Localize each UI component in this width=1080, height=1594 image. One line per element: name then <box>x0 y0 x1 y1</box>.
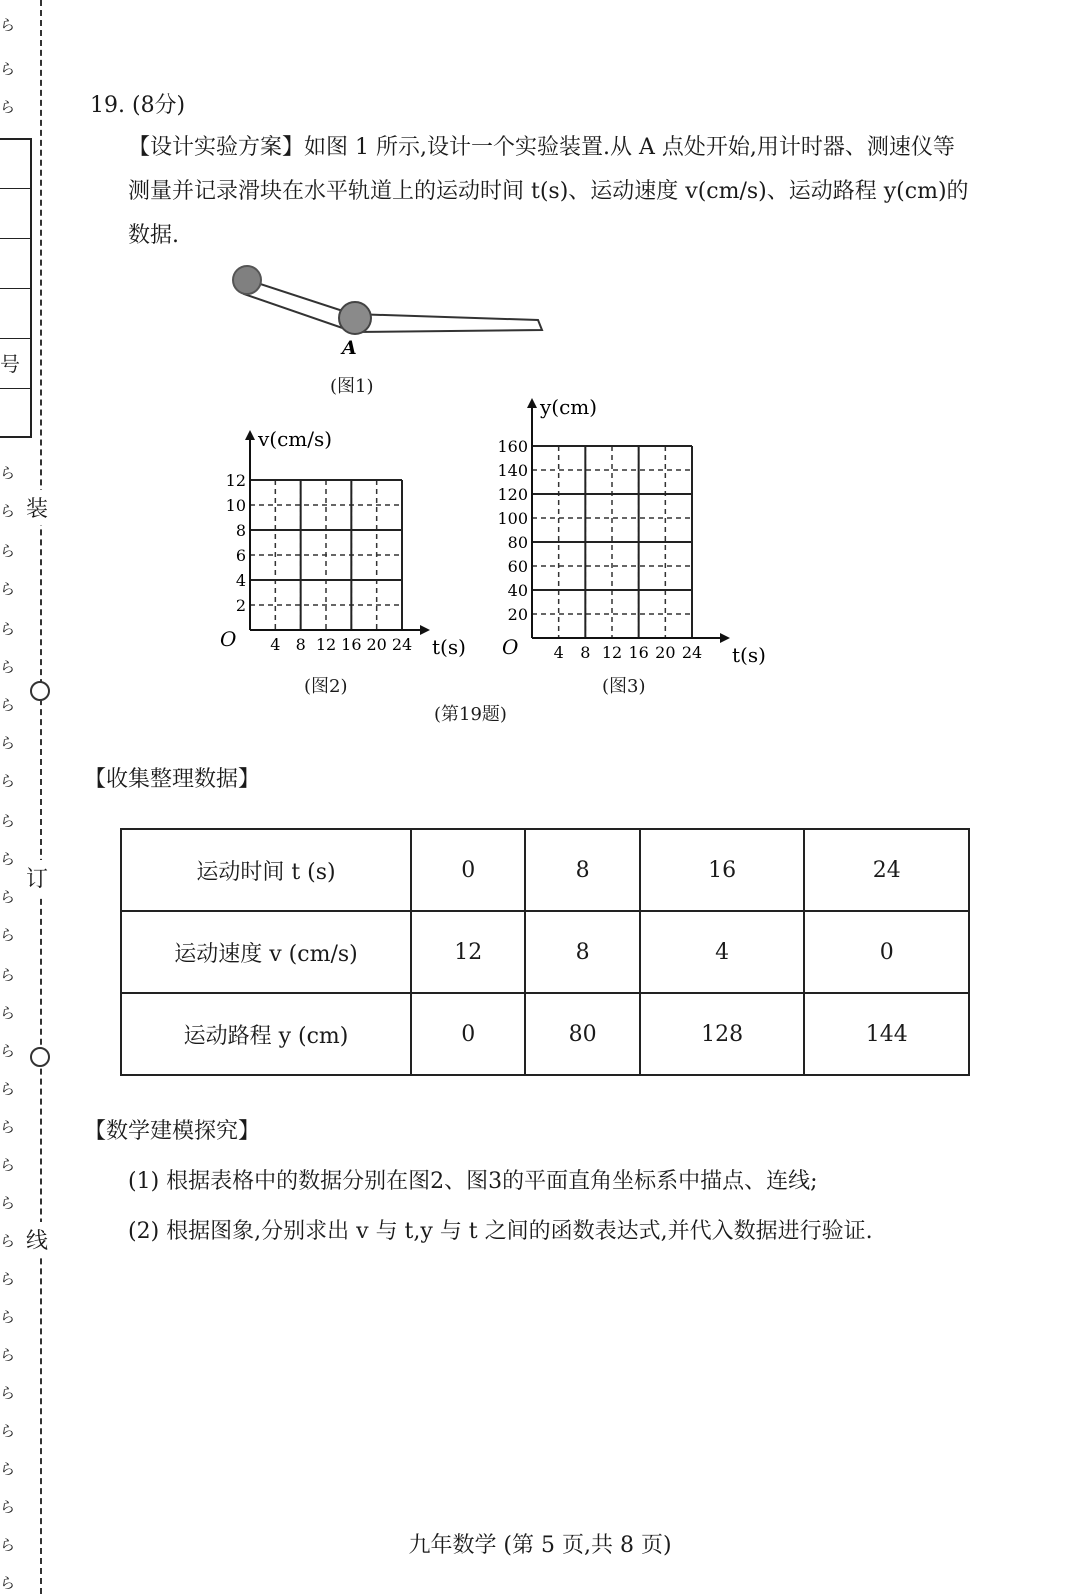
table-row <box>121 911 969 993</box>
margin-mark-icon: ら <box>0 1004 16 1022</box>
margin-mark-icon: ら <box>0 1118 16 1136</box>
task-1: (1) 根据表格中的数据分别在图2、图3的平面直角坐标系中描点、连线; <box>128 1169 818 1194</box>
margin-mark-icon: ら <box>0 60 16 78</box>
table-cell: 0 <box>411 829 525 911</box>
chart3-x-tick-label: 8 <box>580 643 591 662</box>
design-text-3: 数据. <box>128 223 179 248</box>
chart2-y-tick-label: 4 <box>235 571 246 590</box>
figure3-caption: (图3) <box>602 676 646 697</box>
chart2-x-tick-label: 4 <box>270 635 281 654</box>
row-header: 运动速度 v (cm/s) <box>121 911 411 993</box>
design-text-2: 测量并记录滑块在水平轨道上的运动时间 t(s)、运动速度 v(cm/s)、运动路程 y(cm)的 <box>128 179 969 204</box>
design-title: 【设计实验方案】 <box>128 135 305 160</box>
chart3-origin: O <box>502 635 519 659</box>
table-cell: 128 <box>640 993 805 1075</box>
figure2-caption: (图2) <box>304 676 348 697</box>
table-cell: 0 <box>804 911 969 993</box>
chart2-origin: O <box>220 627 237 651</box>
table-cell: 144 <box>804 993 969 1075</box>
figure1-apparatus <box>220 258 560 368</box>
table-cell: 80 <box>525 993 639 1075</box>
margin-mark-icon: ら <box>0 542 16 560</box>
chart2-x-tick-label: 24 <box>391 635 413 654</box>
margin-mark-icon: ら <box>0 1194 16 1212</box>
table-cell: 0 <box>411 993 525 1075</box>
margin-mark-icon: ら <box>0 1270 16 1288</box>
binding-hole-icon <box>30 1047 50 1067</box>
chart2-y-tick-label: 2 <box>235 596 246 615</box>
margin-mark-icon: ら <box>0 1156 16 1174</box>
binding-hole-icon <box>30 681 50 701</box>
chart2-y-tick-label: 10 <box>225 496 246 515</box>
figure3-chart <box>490 395 766 672</box>
chart3-x-tick-label: 24 <box>681 643 703 662</box>
binding-margin <box>0 0 49 1594</box>
chart2-y-arrow-icon <box>245 430 255 440</box>
table-cell: 8 <box>525 911 639 993</box>
figure-group-caption: (第19题) <box>434 704 507 725</box>
margin-mark-icon: ら <box>0 620 16 638</box>
table-cell: 8 <box>525 829 639 911</box>
margin-mark-icon: ら <box>0 850 16 868</box>
chart2-x-label: t(s) <box>432 635 466 659</box>
margin-mark-icon: ら <box>0 98 16 116</box>
chart3-x-tick-label: 12 <box>601 643 623 662</box>
collect-title: 【收集整理数据】 <box>84 767 261 792</box>
seal-char-xian: 线 <box>26 1222 48 1257</box>
seal-char-zhuang: 装 <box>26 490 48 525</box>
margin-mark-icon: ら <box>0 1308 16 1326</box>
margin-mark-icon: ら <box>0 1384 16 1402</box>
chart3-x-label: t(s) <box>732 643 766 667</box>
figure1-caption: (图1) <box>330 376 374 397</box>
slider-ball-icon <box>339 302 371 334</box>
margin-mark-icon: ら <box>0 658 16 676</box>
chart3-y-arrow-icon <box>527 398 537 408</box>
table-row <box>121 829 969 911</box>
chart3-y-tick-label: 120 <box>497 485 528 504</box>
margin-mark-icon: ら <box>0 1346 16 1364</box>
seal-char-ding: 订 <box>26 860 48 895</box>
chart2-x-tick-label: 16 <box>341 635 362 654</box>
chart3-x-tick-label: 16 <box>628 643 649 662</box>
margin-mark-icon: ら <box>0 1498 16 1516</box>
chart3-y-tick-label: 140 <box>497 461 528 480</box>
margin-mark-icon: ら <box>0 1536 16 1554</box>
table-row <box>121 993 969 1075</box>
question-number: 19. (8分) <box>90 93 186 118</box>
chart3-y-tick-label: 20 <box>507 605 528 624</box>
chart3-y-tick-label: 160 <box>497 437 528 456</box>
chart3-y-tick-label: 60 <box>507 557 528 576</box>
row-header: 运动时间 t (s) <box>121 829 411 911</box>
margin-mark-icon: ら <box>0 772 16 790</box>
chart3-y-label: y(cm) <box>540 395 598 419</box>
margin-mark-icon: ら <box>0 1042 16 1060</box>
chart2-y-label: v(cm/s) <box>258 427 333 451</box>
chart2-y-tick-label: 6 <box>235 546 246 565</box>
exam-number-label: 号 <box>0 352 20 376</box>
table-cell: 12 <box>411 911 525 993</box>
margin-mark-icon: ら <box>0 1574 16 1592</box>
table-cell: 4 <box>640 911 805 993</box>
margin-mark-icon: ら <box>0 1232 16 1250</box>
margin-mark-icon: ら <box>0 812 16 830</box>
design-line-1 <box>128 126 1028 170</box>
chart3-y-tick-label: 80 <box>507 533 528 552</box>
point-a-label: A <box>342 337 357 359</box>
margin-mark-icon: ら <box>0 16 16 34</box>
margin-mark-icon: ら <box>0 1460 16 1478</box>
chart2-x-arrow-icon <box>420 625 430 635</box>
binding-dashed-line <box>40 0 42 1594</box>
margin-mark-icon: ら <box>0 580 16 598</box>
slider-start-ball-icon <box>233 266 261 294</box>
row-header: 运动路程 y (cm) <box>121 993 411 1075</box>
chart3-x-tick-label: 4 <box>553 643 564 662</box>
chart2-x-tick-label: 12 <box>315 635 337 654</box>
chart3-x-tick-label: 20 <box>655 643 676 662</box>
design-text-1: 如图 1 所示,设计一个实验装置.从 A 点处开始,用计时器、测速仪等 <box>304 135 955 160</box>
chart3-y-tick-label: 40 <box>507 581 528 600</box>
margin-mark-icon: ら <box>0 502 16 520</box>
table-cell: 16 <box>640 829 805 911</box>
margin-mark-icon: ら <box>0 888 16 906</box>
chart2-x-tick-label: 20 <box>366 635 387 654</box>
exam-info-box <box>0 138 32 438</box>
chart2-x-tick-label: 8 <box>295 635 306 654</box>
margin-mark-icon: ら <box>0 926 16 944</box>
chart2-y-tick-label: 12 <box>225 471 246 490</box>
task-2: (2) 根据图象,分别求出 v 与 t,y 与 t 之间的函数表达式,并代入数据进行验证. <box>128 1219 873 1244</box>
chart2-y-tick-label: 8 <box>235 521 246 540</box>
model-title: 【数学建模探究】 <box>84 1119 261 1144</box>
margin-mark-icon: ら <box>0 734 16 752</box>
margin-mark-icon: ら <box>0 1422 16 1440</box>
margin-mark-icon: ら <box>0 966 16 984</box>
figure2-chart <box>200 427 480 668</box>
data-table <box>120 828 970 1076</box>
table-cell: 24 <box>804 829 969 911</box>
chart3-y-tick-label: 100 <box>497 509 528 528</box>
margin-mark-icon: ら <box>0 1080 16 1098</box>
chart3-x-arrow-icon <box>720 633 730 643</box>
margin-mark-icon: ら <box>0 696 16 714</box>
page-footer: 九年数学 (第 5 页,共 8 页) <box>408 1533 672 1558</box>
margin-mark-icon: ら <box>0 464 16 482</box>
